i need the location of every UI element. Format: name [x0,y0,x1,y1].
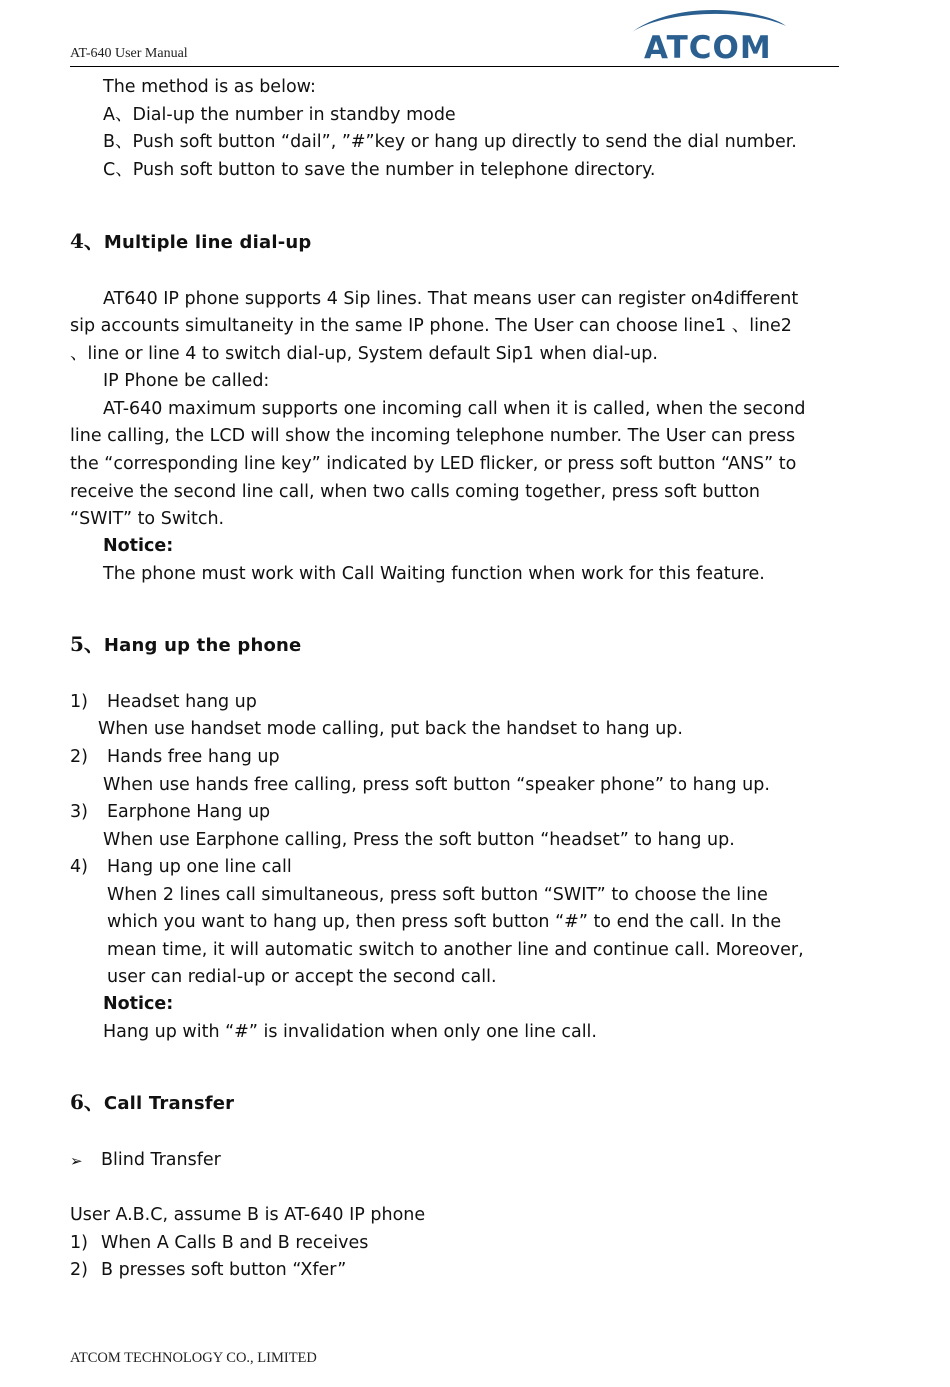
s5-item2-text: When use hands free calling, press soft button “speaker phone” to hang up. [103,775,770,795]
s5-item3-title: Earphone Hang up [107,802,271,822]
s5-item3-number: 3) [70,802,88,822]
header-divider [70,66,839,67]
method-intro: The method is as below: [103,77,316,97]
section-4-number: 4、 [70,229,104,253]
s4-notice-text: The phone must work with Call Waiting function when work for this feature. [103,564,765,584]
method-step-c: C、Push soft button to save the number in telephone directory. [103,160,656,180]
s5-item4-number: 4) [70,857,88,877]
method-step-a: A、Dial-up the number in standby mode [103,105,456,125]
s5-item4-title: Hang up one line call [107,857,292,877]
s5-item4-line3: mean time, it will automatic switch to another line and continue call. Moreover, [107,940,804,960]
s6-step2-number: 2) [70,1260,88,1280]
s5-item4-line2: which you want to hang up, then press soft button “#” to end the call. In the [107,912,782,932]
s4-para3-line3: the “corresponding line key” indicated by LED flicker, or press soft button “ANS” to [70,454,797,474]
section-4-title: Multiple line dial-up [103,232,312,253]
s5-item2-number: 2) [70,747,88,767]
s6-step1-text: When A Calls B and B receives [101,1233,369,1253]
section-5-heading [70,628,301,657]
s6-para1: User A.B.C, assume B is AT-640 IP phone [70,1205,426,1225]
s4-notice-label: Notice: [103,536,174,556]
s4-para3-line5: “SWIT” to Switch. [70,509,225,529]
footer-company: ATCOM TECHNOLOGY CO., LIMITED [70,1350,317,1366]
s5-item4-line4: user can redial-up or accept the second call. [107,967,497,987]
section-5-number: 5、 [70,632,104,656]
section-4-heading [70,225,312,254]
s5-item1-number: 1) [70,692,88,712]
s5-notice-text: Hang up with “#” is invalidation when only one line call. [103,1022,597,1042]
s5-item3-text: When use Earphone calling, Press the soft button “headset” to hang up. [103,830,735,850]
s4-para3-line1: AT-640 maximum supports one incoming call when it is called, when the second [103,399,806,419]
s5-item1-text: When use handset mode calling, put back the handset to hang up. [98,719,683,739]
arrow-bullet-icon: ➢ [70,1152,83,1170]
s6-bullet-text: Blind Transfer [101,1150,221,1170]
s6-step1-number: 1) [70,1233,88,1253]
s5-notice-label: Notice: [103,994,174,1014]
atcom-logo [626,6,790,64]
manual-title: AT-640 User Manual [70,46,188,61]
section-6-number: 6、 [70,1090,104,1114]
s5-item2-title: Hands free hang up [107,747,280,767]
section-6-title: Call Transfer [103,1093,235,1114]
s4-para3-line4: receive the second line call, when two calls coming together, press soft button [70,482,760,502]
s4-para1-line3: 、line or line 4 to switch dial-up, System default Sip1 when dial-up. [70,344,658,364]
method-step-b: B、Push soft button “dail”, ”#”key or hang up directly to send the dial number. [103,132,797,152]
section-6-heading [70,1086,234,1115]
s5-item4-line1: When 2 lines call simultaneous, press soft button “SWIT” to choose the line [107,885,768,905]
logo-wordmark: ATCOM [644,30,772,64]
s4-para2: IP Phone be called: [103,371,270,391]
s4-para3-line2: line calling, the LCD will show the incoming telephone number. The User can press [70,426,796,446]
s4-para1-line2: sip accounts simultaneity in the same IP phone. The User can choose line1 、line2 [70,316,792,336]
s4-para1-line1: AT640 IP phone supports 4 Sip lines. That means user can register on4different [103,289,799,309]
s6-step2-text: B presses soft button “Xfer” [101,1260,347,1280]
section-5-title: Hang up the phone [103,635,302,656]
s5-item1-title: Headset hang up [107,692,257,712]
